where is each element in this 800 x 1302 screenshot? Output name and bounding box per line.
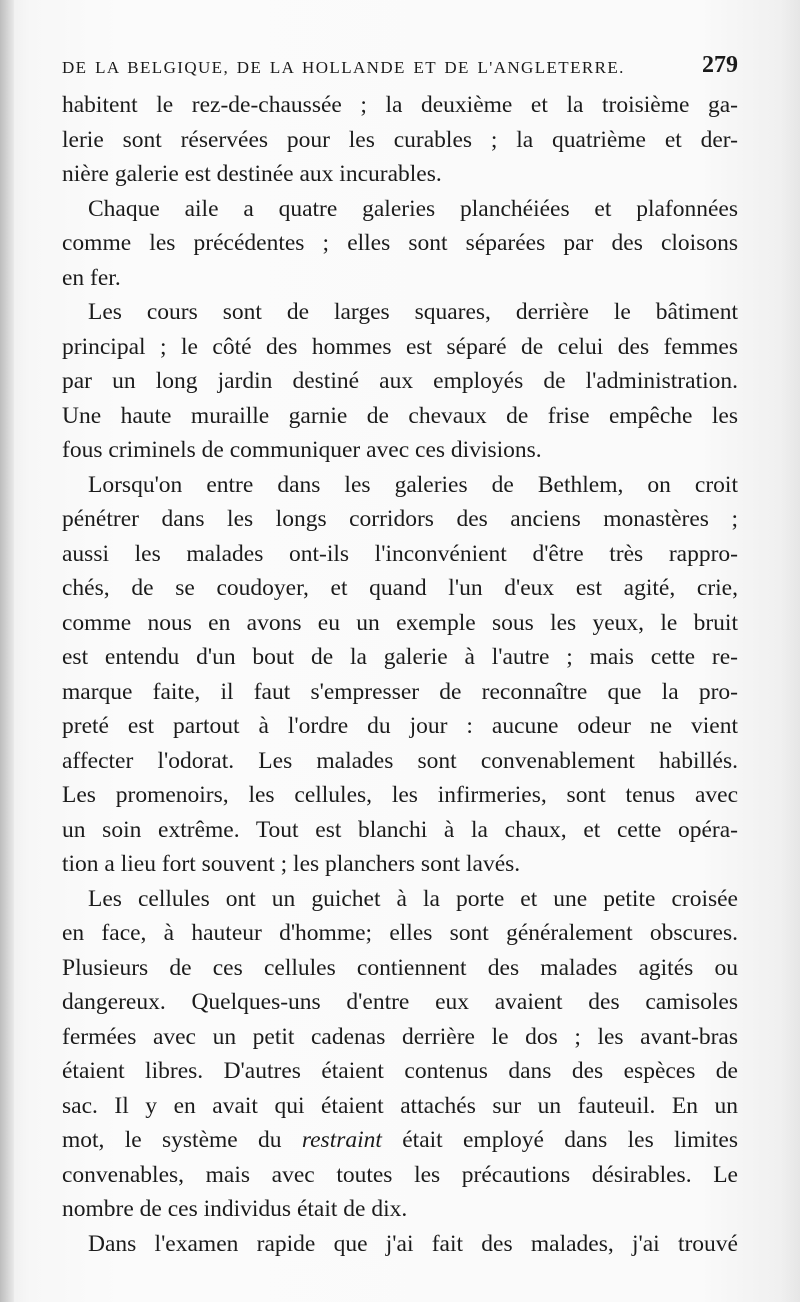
paragraph-1: [62, 88, 738, 192]
paragraph-4: [62, 468, 738, 882]
text-line: tion a lieu fort souvent ; les planchers sont lavés.: [62, 851, 521, 877]
text-line: Les promenoirs, les cellules, les infirmeries, sont tenus avec: [62, 782, 738, 808]
text-line: pénétrer dans les longs corridors des anciens monastères ;: [62, 506, 738, 532]
text-line: Les cellules ont un guichet à la porte et une petite croisée: [88, 885, 738, 912]
text-line: dangereux. Quelques-uns d'entre eux avaient des camisoles: [62, 989, 738, 1015]
text-line: habitent le rez-de-chaussée ; la deuxième et la troisième ga-: [62, 92, 738, 118]
text-line: Les cours sont de larges squares, derrière le bâtiment: [88, 299, 738, 325]
text-line: en fer.: [62, 264, 121, 291]
text-line: principal ; le côté des hommes est séparé de celui des femmes: [62, 333, 738, 360]
italic-term: restraint: [301, 1127, 382, 1153]
page-header: [62, 52, 738, 88]
text-line: chés, de se coudoyer, et quand l'un d'eux est agité, crie,: [62, 575, 738, 601]
text-line: Dans l'examen rapide que j'ai fait des malades, j'ai trouvé: [88, 1230, 738, 1257]
paragraph-3: [62, 295, 738, 468]
running-head: DE LA BELGIQUE, DE LA HOLLANDE ET DE L'ANGLETERRE.: [62, 58, 625, 77]
paragraph-6: [62, 1227, 738, 1262]
text-line: étaient libres. D'autres étaient contenus dans des espèces de: [62, 1058, 738, 1084]
text-line: marque faite, il faut s'empresser de reconnaître que la pro-: [62, 678, 738, 705]
text-line: affecter l'odorat. Les malades sont convenablement habillés.: [62, 747, 738, 774]
page-gutter-shadow: [0, 0, 14, 1302]
body-text: [62, 88, 738, 1261]
text-line: sac. Il y en avait qui étaient attachés sur un fauteuil. En un: [62, 1092, 738, 1119]
text-line: comme les précédentes ; elles sont séparées par des cloisons: [62, 230, 738, 256]
text-line: preté est partout à l'ordre du jour : aucune odeur ne vient: [62, 713, 738, 739]
text-line: fermées avec un petit cadenas derrière le dos ; les avant-bras: [62, 1023, 738, 1050]
text-line: un soin extrême. Tout est blanchi à la chaux, et cette opéra-: [62, 816, 738, 843]
text-line: Une haute muraille garnie de chevaux de frise empêche les: [62, 402, 738, 429]
paragraph-5: [62, 882, 738, 1227]
page-number: 279: [702, 52, 738, 78]
text-line: nombre de ces individus était de dix.: [62, 1196, 408, 1222]
text-line: nière galerie est destinée aux incurables.: [62, 161, 442, 187]
text-line: en face, à hauteur d'homme; elles sont généralement obscures.: [62, 920, 738, 946]
text-fragment: mot, le système du: [62, 1127, 302, 1153]
text-line: Plusieurs de ces cellules contiennent des malades agités ou: [62, 954, 738, 981]
text-line: Chaque aile a quatre galeries planchéiées et plafonnées: [88, 195, 738, 222]
text-line: lerie sont réservées pour les curables ; la quatrième et der-: [62, 126, 738, 153]
text-line: Lorsqu'on entre dans les galeries de Bethlem, on croit: [88, 471, 738, 498]
text-line: comme nous en avons eu un exemple sous les yeux, le bruit: [62, 609, 738, 636]
text-line: est entendu d'un bout de la galerie à l'autre ; mais cette re-: [62, 644, 738, 670]
paragraph-2: [62, 192, 738, 296]
text-fragment: était employé dans les limites: [381, 1127, 738, 1153]
text-line: convenables, mais avec toutes les précautions désirables. Le: [62, 1161, 738, 1188]
text-line-with-italic: [62, 1123, 738, 1158]
text-line: fous criminels de communiquer avec ces divisions.: [62, 437, 542, 463]
text-line: par un long jardin destiné aux employés de l'administration.: [62, 368, 738, 394]
text-line: aussi les malades ont-ils l'inconvénient d'être très rappro-: [62, 540, 738, 567]
